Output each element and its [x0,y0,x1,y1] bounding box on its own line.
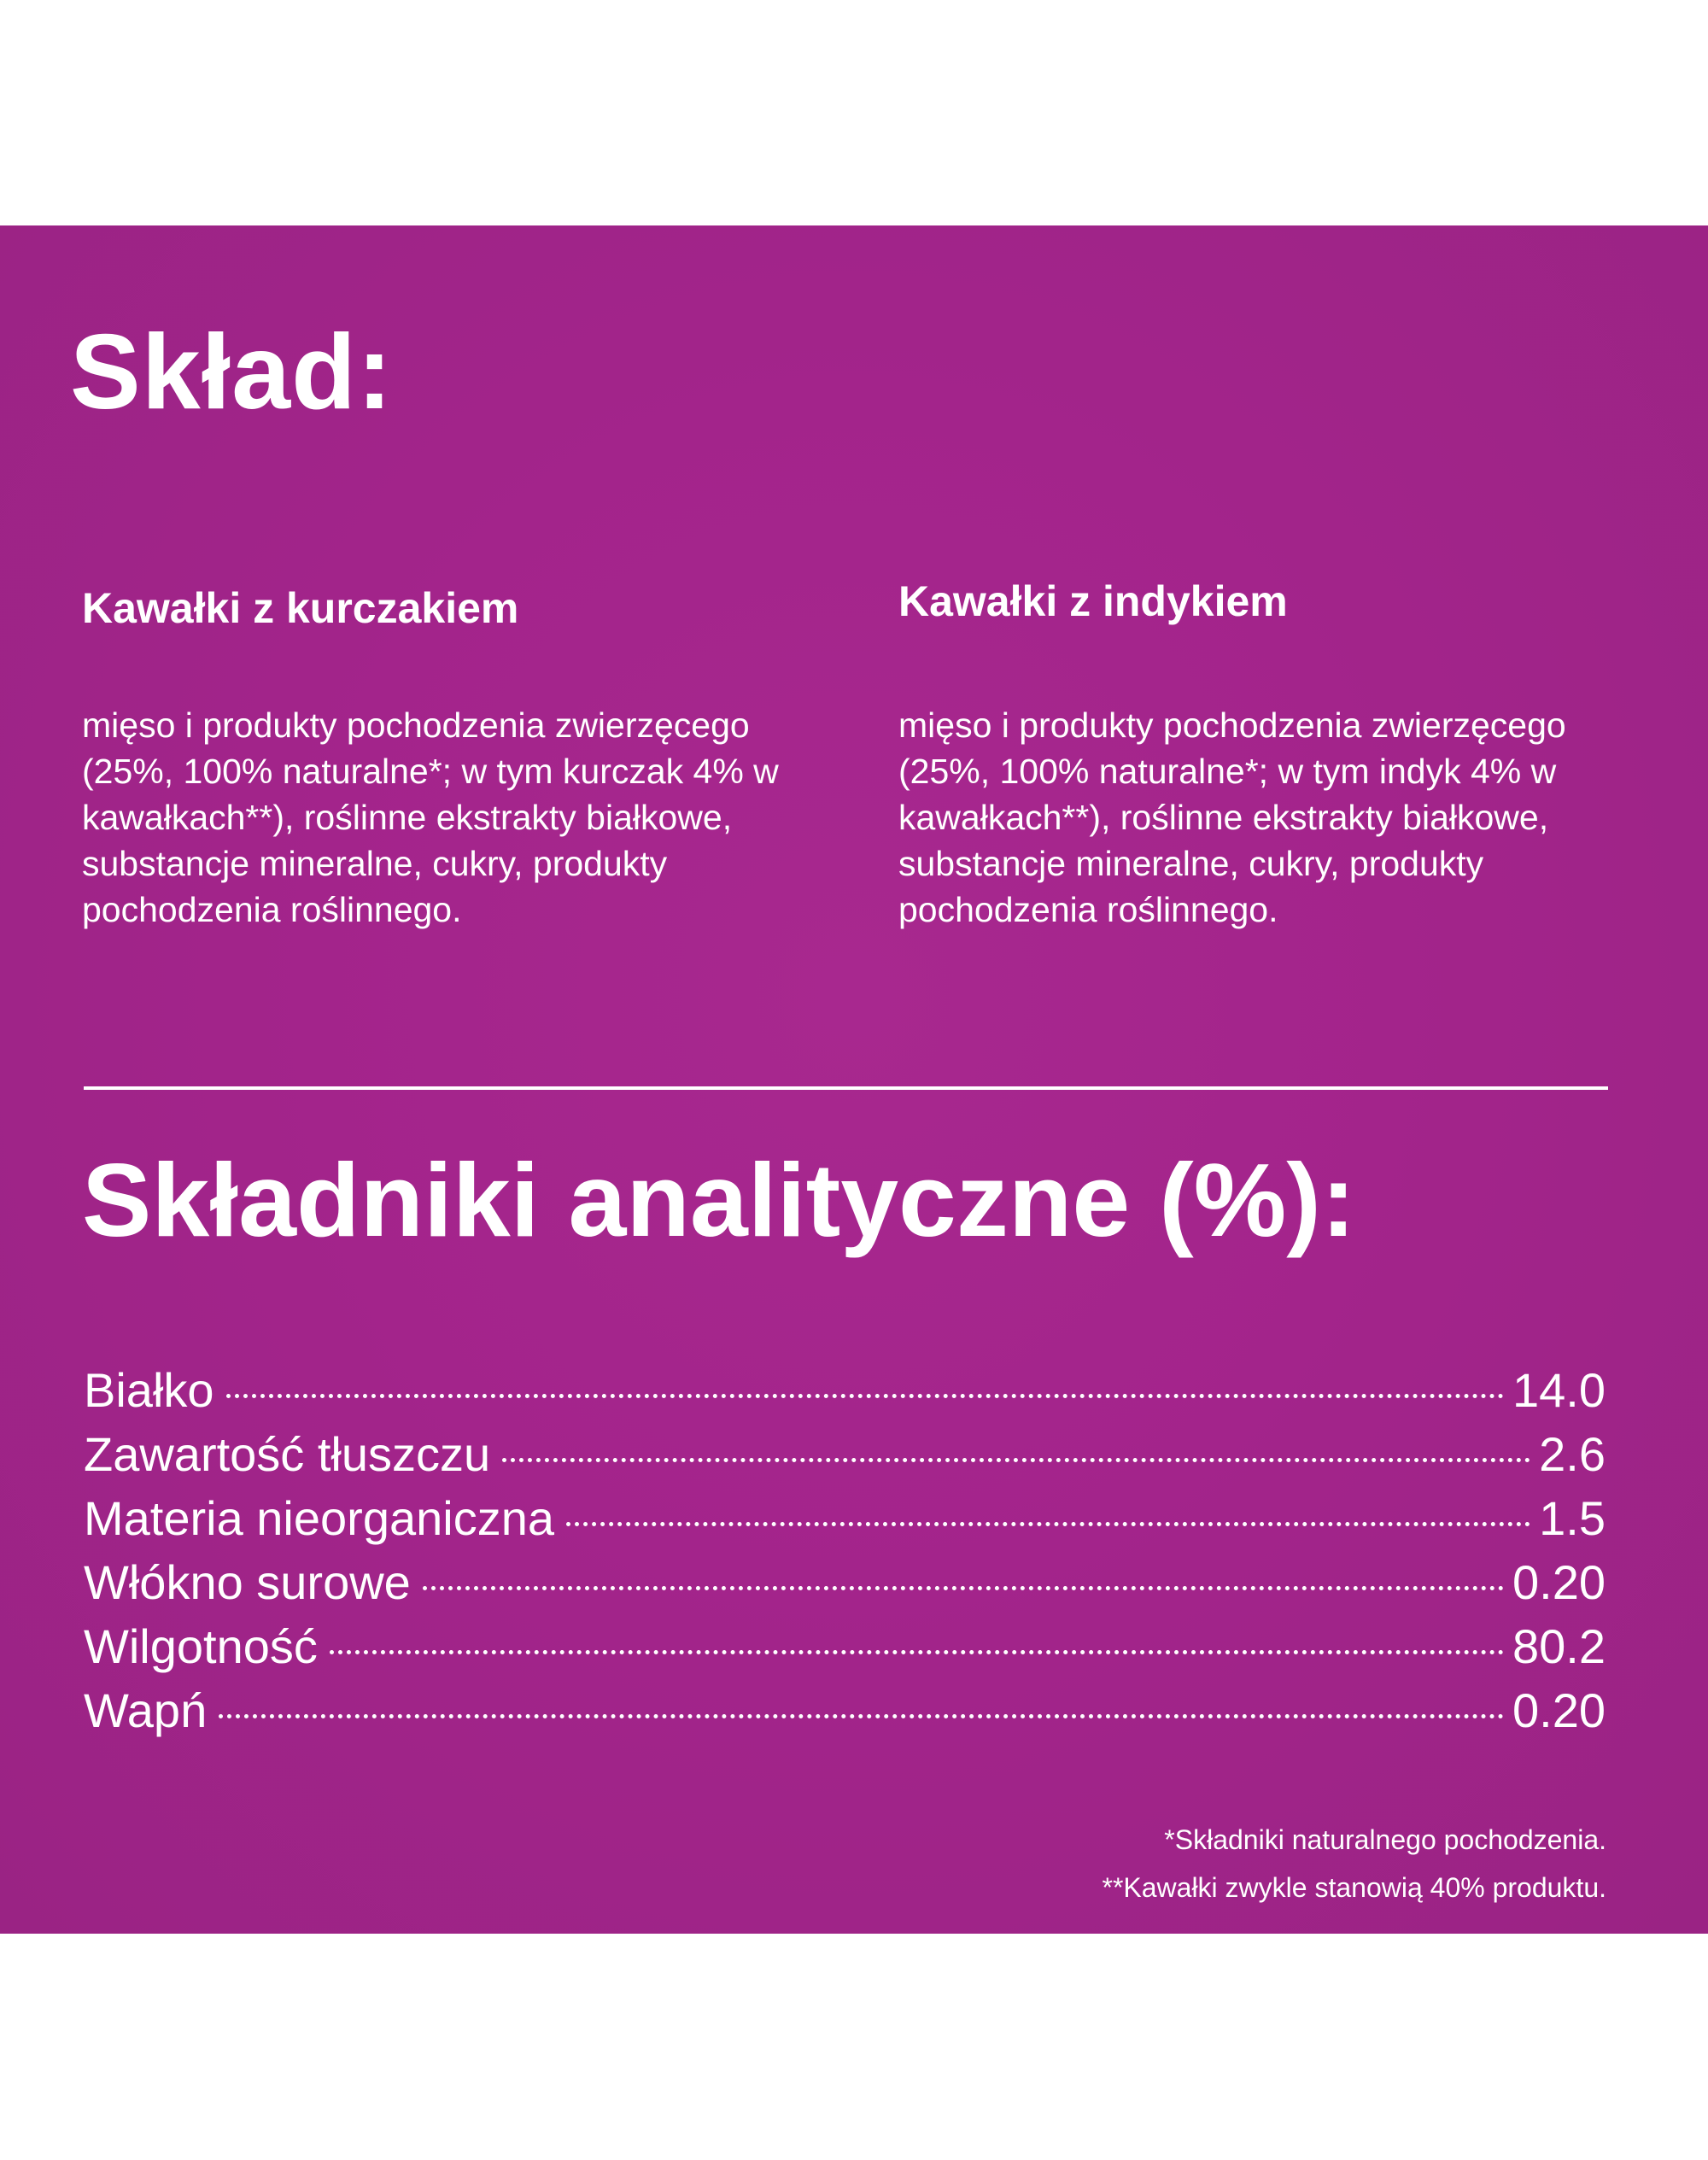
ingredients-text-chicken: mięso i produkty pochodzenia zwierzęcego (25%, 100% naturalne*; w tym kurczak 4% w kawałkach**), roślinne ekstrakty białkowe, substancje mineralne, cukry, produkty pochodzenia roślinnego. [82,705,779,929]
row-label: Materia nieorganiczna [84,1491,554,1545]
row-value: 80.2 [1512,1619,1606,1673]
analytical-table [84,1358,1606,1742]
analytical-row [84,1550,1606,1614]
row-value: 1.5 [1539,1491,1606,1545]
row-label: Wapń [84,1683,208,1737]
analytical-title: Składniki analityczne (%): [82,1142,1356,1258]
composition-column-turkey [898,577,1650,933]
section-divider [84,1086,1608,1090]
dot-leader [566,1522,1530,1526]
row-label: Wilgotność [84,1619,318,1673]
dot-leader [502,1458,1530,1462]
column-title-chicken: Kawałki z kurczakiem [82,584,519,632]
footnote-natural: *Składniki naturalnego pochodzenia. [1164,1824,1606,1855]
row-value: 2.6 [1539,1427,1606,1481]
row-label: Zawartość tłuszczu [84,1427,491,1481]
dot-leader [219,1714,1504,1718]
analytical-row [84,1486,1606,1550]
composition-column-chicken [82,582,834,933]
ingredients-text-turkey: mięso i produkty pochodzenia zwierzęcego (25%, 100% naturalne*; w tym indyk 4% w kawałkach**), roślinne ekstrakty białkowe, substancje mineralne, cukry, produkty pochodzenia roślinnego. [898,705,1566,929]
footnote-chunks: **Kawałki zwykle stanowią 40% produktu. [1102,1872,1606,1903]
analytical-row [84,1358,1606,1422]
footnotes [1102,1816,1606,1911]
analytical-row [84,1678,1606,1742]
analytical-row [84,1614,1606,1678]
row-value: 0.20 [1512,1683,1606,1737]
row-label: Włókno surowe [84,1555,411,1609]
dot-leader [330,1650,1504,1654]
dot-leader [423,1586,1504,1590]
row-value: 0.20 [1512,1555,1606,1609]
dot-leader [226,1394,1504,1398]
column-title-turkey: Kawałki z indykiem [898,577,1288,625]
composition-title: Skład: [70,313,394,431]
composition-panel [0,225,1708,1934]
row-label: Białko [84,1363,214,1417]
analytical-row [84,1422,1606,1486]
row-value: 14.0 [1512,1363,1606,1417]
